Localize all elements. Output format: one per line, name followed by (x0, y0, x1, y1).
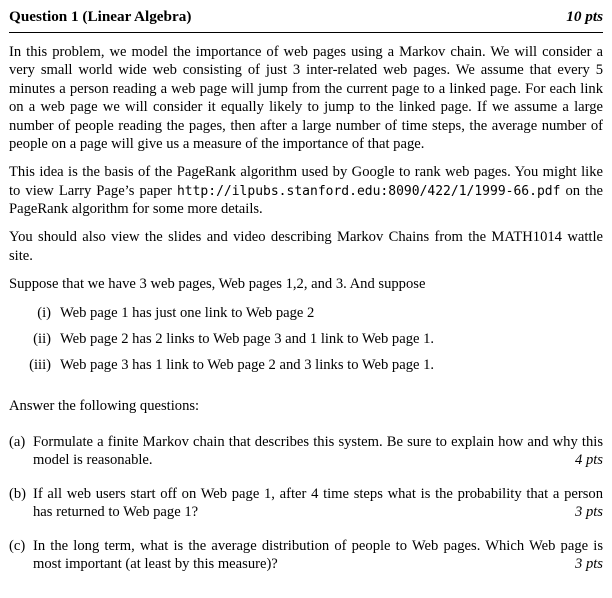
pagerank-text-after: on the PageRank algorithm for some more details. (9, 182, 603, 217)
question-text: If all web users start off on Web page 1, after 4 time steps what is the probability that a person has returned to Web page 1? (33, 485, 603, 521)
list-marker: (ii) (33, 330, 51, 347)
question-points: 3 pts (575, 555, 603, 572)
question-points: 4 pts (575, 452, 603, 469)
question-title: Question 1 (Linear Algebra) (9, 8, 192, 25)
list-item (9, 330, 603, 348)
question-c (9, 537, 603, 574)
question-marker: (b) (9, 485, 27, 502)
question-marker: (c) (9, 537, 26, 554)
list-text: Web page 1 has just one link to Web page 2 (60, 304, 315, 321)
question-text: In the long term, what is the average distribution of people to Web pages. Which Web page is most important (at least by this measure)? (33, 537, 603, 572)
slides-paragraph: You should also view the slides and video describing Markov Chains from the MATH1014 wattle site. (9, 229, 603, 264)
question-total-points: 10 pts (566, 8, 603, 25)
list-text: Web page 3 has 1 link to Web page 2 and 3 links to Web page 1. (60, 357, 435, 374)
pagerank-text-before: This idea is the basis of the PageRank algorithm used by Google to rank web pages. You might like to view Larry Page’s paper (9, 164, 603, 199)
list-item (9, 356, 603, 374)
question-text: Formulate a finite Markov chain that describes this system. Be sure to explain how and why this model is reasonable. (33, 434, 603, 469)
list-item (9, 304, 603, 322)
question-marker: (a) (9, 434, 26, 450)
answer-prompt: Answer the following questions: (9, 397, 200, 414)
list-text: Web page 2 has 2 links to Web page 3 and 1 link to Web page 1. (60, 330, 435, 347)
pagerank-paragraph (9, 163, 603, 218)
question-body (33, 433, 603, 470)
pagerank-url[interactable]: http://ilpubs.stanford.edu:8090/422/1/1999-66.pdf (176, 183, 561, 199)
link-list (9, 304, 603, 375)
list-marker: (i) (37, 304, 51, 321)
question-points: 3 pts (575, 504, 603, 521)
list-marker: (iii) (29, 357, 51, 374)
question-header (9, 7, 603, 33)
question-body (33, 485, 603, 522)
suppose-paragraph: Suppose that we have 3 web pages, Web pages 1,2, and 3. And suppose (9, 276, 426, 293)
questions-list (9, 433, 603, 573)
intro-paragraph: In this problem, we model the importance of web pages using a Markov chain. We will consider a very small world wide web consisting of just 3 inter-related web pages. We assume that every 5 minutes a person reading a web page will jump from the current page to a linked page. For each link on a web page we will consider it equally likely to jump to the linked page. If we assume a large number of people reading the pages, then after a large number of time steps, the average number of people on a page will give us a measure of the importance of that page. (9, 44, 603, 152)
question-a (9, 433, 603, 470)
question-b (9, 485, 603, 522)
question-body (33, 537, 603, 574)
